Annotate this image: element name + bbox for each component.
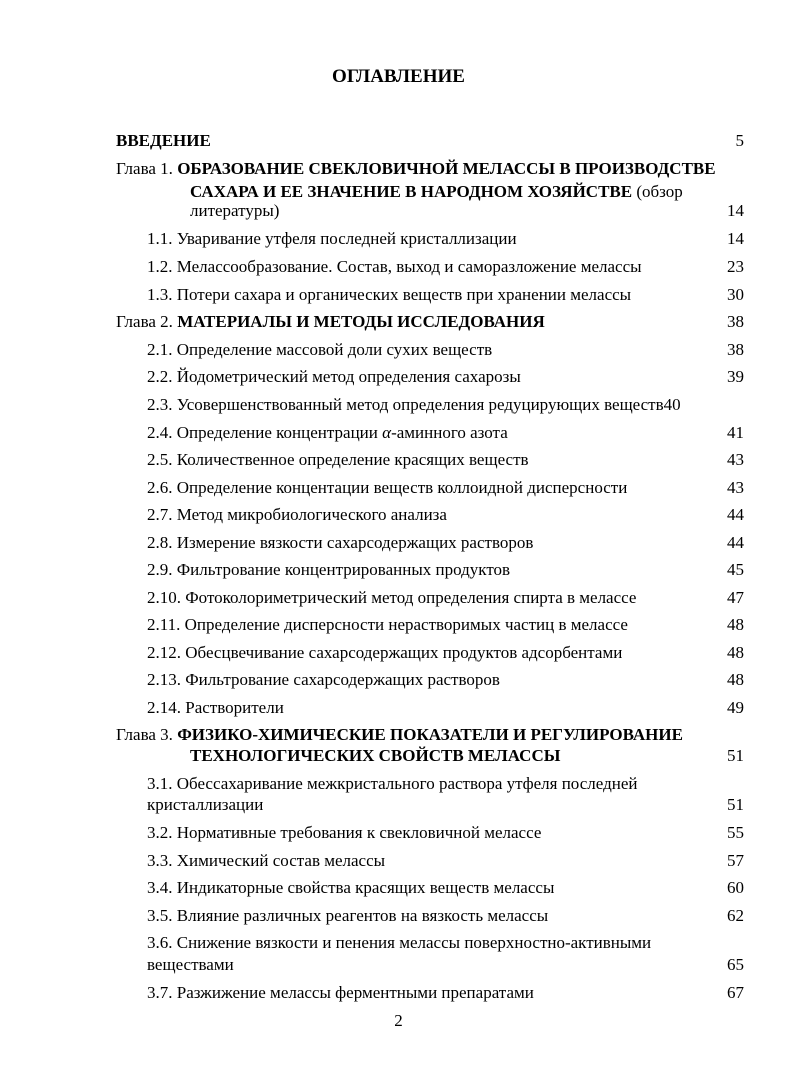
toc-section-2-2: 2.2. Йодометрический метод определения сахарозы (147, 367, 521, 386)
toc-page-number: 14 (727, 229, 744, 248)
toc-page-number: 48 (727, 670, 744, 689)
toc-page-number: 49 (727, 698, 744, 717)
toc-page-number: 14 (727, 201, 744, 220)
toc-page-number: 62 (727, 906, 744, 925)
toc-page-number: 5 (735, 131, 744, 150)
toc-page-number: 39 (727, 367, 744, 386)
toc-chapter-3 (116, 725, 683, 745)
toc-section-1-2: 1.2. Мелассообразование. Состав, выход и саморазложение мелассы (147, 257, 642, 276)
toc-page-number: 43 (727, 478, 744, 497)
toc-page-number: 44 (727, 533, 744, 552)
toc-page-number: 23 (727, 257, 744, 276)
toc-section-3-3: 3.3. Химический состав мелассы (147, 851, 386, 870)
toc-chapter-3-line-2: ТЕХНОЛОГИЧЕСКИХ СВОЙСТВ МЕЛАССЫ (190, 746, 561, 765)
section-text: -аминного азота (391, 423, 508, 442)
section-text: 2.4. Определение концентрации (147, 423, 383, 442)
toc-page-number: 41 (727, 423, 744, 442)
toc-section-1-3: 1.3. Потери сахара и органических веществ при хранении мелассы (147, 285, 632, 304)
toc-section-3-1-line-2: кристаллизации (147, 795, 264, 814)
toc-page-number: 30 (727, 285, 744, 304)
toc-section-2-14: 2.14. Растворители (147, 698, 284, 717)
toc-page-number: 55 (727, 823, 744, 842)
toc-section-3-5: 3.5. Влияние различных реагентов на вязкость мелассы (147, 906, 549, 925)
toc-section-2-11: 2.11. Определение дисперсности нерастворимых частиц в мелассе (147, 615, 628, 634)
toc-page-number: 48 (727, 643, 744, 662)
toc-section-2-1: 2.1. Определение массовой доли сухих веществ (147, 340, 493, 359)
toc-section-2-6: 2.6. Определение концентации веществ коллоидной дисперсности (147, 478, 628, 497)
toc-section-3-6-line-2: веществами (147, 955, 234, 974)
chapter-prefix: Глава 1. (116, 159, 173, 178)
chapter-title-note: (обзор (636, 182, 683, 201)
toc-section-3-6: 3.6. Снижение вязкости и пенения мелассы поверхностно-активными (147, 933, 652, 952)
toc-page-number: 51 (727, 795, 744, 814)
toc-section-3-4: 3.4. Индикаторные свойства красящих веществ мелассы (147, 878, 555, 897)
toc-section-3-2: 3.2. Нормативные требования к свекловичной мелассе (147, 823, 542, 842)
toc-page-number: 57 (727, 851, 744, 870)
toc-page-number: 65 (727, 955, 744, 974)
chapter-prefix: Глава 3. (116, 725, 173, 744)
chapter-title: МАТЕРИАЛЫ И МЕТОДЫ ИССЛЕДОВАНИЯ (177, 312, 545, 331)
toc-chapter-2 (116, 312, 545, 332)
toc-section-2-7: 2.7. Метод микробиологического анализа (147, 505, 447, 524)
alpha-symbol: α (382, 423, 392, 442)
toc-section-2-9: 2.9. Фильтрование концентрированных продуктов (147, 560, 511, 579)
toc-section-3-7: 3.7. Разжижение мелассы ферментными препаратами (147, 983, 534, 1002)
toc-page-number: 67 (727, 983, 744, 1002)
toc-page-number: 60 (727, 878, 744, 897)
toc-section-2-13: 2.13. Фильтрование сахарсодержащих растворов (147, 670, 500, 689)
toc-page-number: 44 (727, 505, 744, 524)
toc-page-number: 43 (727, 450, 744, 469)
toc-section-2-5: 2.5. Количественное определение красящих веществ (147, 450, 529, 469)
toc-section-2-10: 2.10. Фотоколориметрический метод определения спирта в мелассе (147, 588, 637, 607)
chapter-prefix: Глава 2. (116, 312, 173, 331)
toc-section-1-1: 1.1. Уваривание утфеля последней кристаллизации (147, 229, 517, 248)
page-number: 2 (394, 1011, 403, 1030)
toc-entry-introduction: ВВЕДЕНИЕ (116, 131, 211, 150)
chapter-title: ФИЗИКО-ХИМИЧЕСКИЕ ПОКАЗАТЕЛИ И РЕГУЛИРОВАНИЕ (177, 725, 683, 744)
toc-section-2-3: 2.3. Усовершенствованный метод определения редуцирующих веществ40 (147, 395, 681, 414)
toc-page-number: 51 (727, 746, 744, 765)
toc-page-number: 47 (727, 588, 744, 607)
toc-section-3-1: 3.1. Обессахаривание межкристального раствора утфеля последней (147, 774, 638, 793)
toc-section-2-4 (147, 423, 508, 443)
chapter-title: ОБРАЗОВАНИЕ СВЕКЛОВИЧНОЙ МЕЛАССЫ В ПРОИЗВОДСТВЕ (177, 159, 716, 178)
toc-chapter-1-line-2 (190, 182, 683, 202)
toc-section-2-8: 2.8. Измерение вязкости сахарсодержащих растворов (147, 533, 534, 552)
toc-section-2-12: 2.12. Обесцвечивание сахарсодержащих продуктов адсорбентами (147, 643, 623, 662)
toc-page-number: 38 (727, 340, 744, 359)
toc-page-number: 38 (727, 312, 744, 331)
toc-page-number: 45 (727, 560, 744, 579)
page-title: ОГЛАВЛЕНИЕ (332, 66, 465, 87)
toc-chapter-1-line-3: литературы) (190, 201, 280, 220)
toc-page-number: 48 (727, 615, 744, 634)
toc-chapter-1 (116, 159, 716, 179)
chapter-title-continued: САХАРА И ЕЕ ЗНАЧЕНИЕ В НАРОДНОМ ХОЗЯЙСТВЕ (190, 182, 633, 201)
